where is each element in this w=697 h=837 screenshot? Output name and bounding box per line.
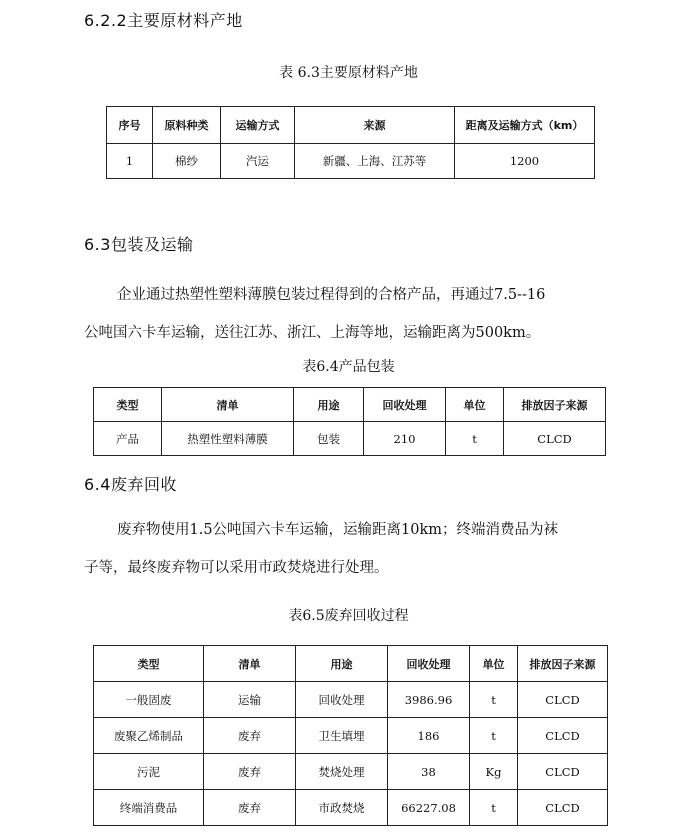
paragraph-line: 企业通过热塑性塑料薄膜包装过程得到的合格产品，再通过7.5--16 <box>117 287 546 303</box>
table-header-cell: 清单 <box>162 388 294 422</box>
table-header-cell: 序号 <box>107 107 153 144</box>
table-header-cell: 排放因子来源 <box>518 646 608 682</box>
table-cell: CLCD <box>504 422 606 456</box>
table-cell: Kg <box>470 754 518 790</box>
table-cell: 包装 <box>294 422 364 456</box>
table-header-cell: 用途 <box>296 646 388 682</box>
table-cell: 废弃 <box>204 754 296 790</box>
table-cell: t <box>470 790 518 826</box>
table-cell: 棉纱 <box>153 144 221 179</box>
section-heading-6-3: 6.3包装及运输 <box>84 235 194 254</box>
table-cell: 焚烧处理 <box>296 754 388 790</box>
table-header-cell: 运输方式 <box>221 107 295 144</box>
table-header-cell: 距离及运输方式（km） <box>455 107 595 144</box>
table-row <box>94 682 608 718</box>
table-cell: 废弃 <box>204 718 296 754</box>
table-cell: 终端消费品 <box>94 790 204 826</box>
table-cell: 38 <box>388 754 470 790</box>
table-header-cell: 来源 <box>295 107 455 144</box>
paragraph-line: 公吨国六卡车运输，送往江苏、浙江、上海等地，运输距离为500km。 <box>84 325 541 341</box>
table-header-cell: 单位 <box>470 646 518 682</box>
table-cell: 市政焚烧 <box>296 790 388 826</box>
table-row <box>94 718 608 754</box>
table-header-cell: 类型 <box>94 646 204 682</box>
table-cell: t <box>446 422 504 456</box>
table-header-cell: 用途 <box>294 388 364 422</box>
table-header-cell: 排放因子来源 <box>504 388 606 422</box>
table-raw-material-origin <box>106 106 595 179</box>
paragraph-line: 子等，最终废弃物可以采用市政焚烧进行处理。 <box>84 560 389 576</box>
table-cell: CLCD <box>518 682 608 718</box>
table-row <box>94 790 608 826</box>
table-waste-recycling <box>93 645 608 826</box>
section-heading-6-4: 6.4废弃回收 <box>84 475 177 494</box>
table-cell: 186 <box>388 718 470 754</box>
table-header-cell: 单位 <box>446 388 504 422</box>
table-cell: 废弃 <box>204 790 296 826</box>
table-caption-6-4: 表6.4产品包装 <box>302 359 395 375</box>
table-header-cell: 类型 <box>94 388 162 422</box>
table-cell: 卫生填埋 <box>296 718 388 754</box>
table-cell: 3986.96 <box>388 682 470 718</box>
table-header-cell: 清单 <box>204 646 296 682</box>
table-header-cell: 回收处理 <box>364 388 446 422</box>
table-header-cell: 原料种类 <box>153 107 221 144</box>
table-cell: 1 <box>107 144 153 179</box>
table-cell: 运输 <box>204 682 296 718</box>
table-cell: 废聚乙烯制品 <box>94 718 204 754</box>
table-cell: 一般固废 <box>94 682 204 718</box>
table-cell: 热塑性塑料薄膜 <box>162 422 294 456</box>
table-header-cell: 回收处理 <box>388 646 470 682</box>
table-caption-6-3: 表 6.3主要原材料产地 <box>279 65 418 81</box>
table-caption-6-5: 表6.5废弃回收过程 <box>288 608 409 624</box>
table-cell: 污泥 <box>94 754 204 790</box>
table-cell: 汽运 <box>221 144 295 179</box>
table-cell: 66227.08 <box>388 790 470 826</box>
table-cell: CLCD <box>518 790 608 826</box>
table-cell: CLCD <box>518 754 608 790</box>
table-cell: t <box>470 682 518 718</box>
paragraph-line: 废弃物使用1.5公吨国六卡车运输，运输距离10km；终端消费品为袜 <box>117 522 559 538</box>
table-cell: 210 <box>364 422 446 456</box>
table-cell: 1200 <box>455 144 595 179</box>
table-cell: CLCD <box>518 718 608 754</box>
table-cell: 产品 <box>94 422 162 456</box>
table-row <box>94 754 608 790</box>
table-cell: 新疆、上海、江苏等 <box>295 144 455 179</box>
table-cell: 回收处理 <box>296 682 388 718</box>
section-heading-6-2-2: 6.2.2主要原材料产地 <box>84 11 243 30</box>
table-product-packaging <box>93 387 606 456</box>
table-cell: t <box>470 718 518 754</box>
